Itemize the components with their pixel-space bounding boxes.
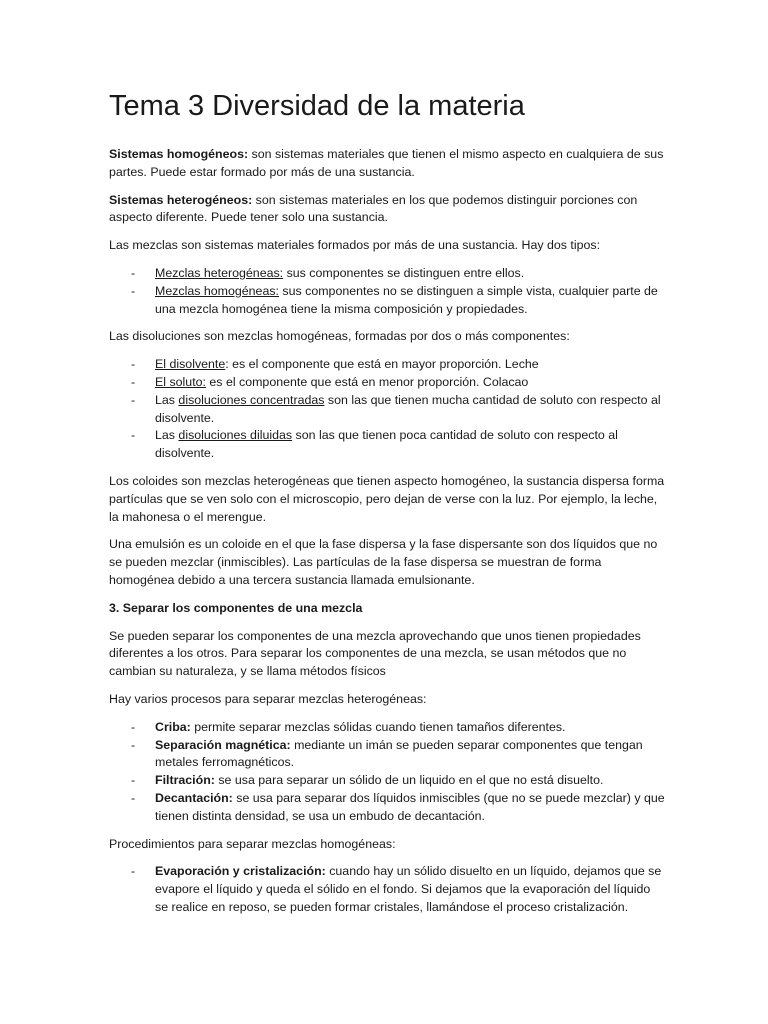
list-item	[109, 737, 665, 773]
paragraph-heterogeneas-intro: Hay varios procesos para separar mezclas heterogéneas:	[109, 691, 427, 706]
list-procesos-heterogeneas	[109, 719, 665, 826]
list-item	[109, 392, 665, 428]
item-text: : es el componente que está en mayor proporción. Leche	[225, 357, 539, 372]
dash-bullet: -	[131, 374, 136, 389]
paragraph-homogeneas-intro: Procedimientos para separar mezclas homogéneas:	[109, 836, 396, 851]
paragraph-separar-intro: Se pueden separar los componentes de una mezcla aprovechando que unos tienen propiedades diferentes a los otros. Para separar los componentes de una mezcla, se usan métodos que no cambian su naturaleza, y se llama métodos físicos	[109, 628, 641, 679]
item-text: se usa para separar un sólido de un liquido en el que no está disuelto.	[214, 773, 604, 788]
paragraph-text: son sistemas materiales en los que podemos distinguir porciones con aspecto diferente. Puede tener solo una sustancia.	[109, 192, 638, 225]
dash-bullet: -	[131, 719, 136, 734]
dash-bullet: -	[131, 864, 136, 879]
list-item	[109, 356, 665, 374]
list-item	[109, 374, 665, 392]
dash-bullet: -	[131, 392, 136, 407]
term-underlined: El disolvente	[155, 357, 226, 372]
term-bold: Sistemas heterogéneos:	[109, 192, 253, 207]
item-text: son las que tienen poca cantidad de soluto con respecto al disolvente.	[155, 428, 618, 461]
term-bold: Sistemas homogéneos:	[109, 147, 249, 161]
list-item	[109, 427, 665, 463]
list-item	[109, 772, 665, 790]
dash-bullet: -	[131, 357, 136, 372]
dash-bullet: -	[131, 283, 136, 298]
term-bold: Decantación:	[155, 790, 233, 805]
document-body	[109, 86, 665, 927]
paragraph-sistemas-heterogeneos	[109, 192, 665, 228]
item-prefix: Las	[155, 392, 179, 407]
paragraph-sistemas-homogeneos	[109, 146, 665, 182]
term-underlined: Mezclas heterogéneas:	[155, 265, 284, 280]
term-underlined: Mezclas homogéneas:	[155, 283, 279, 298]
list-disoluciones	[109, 356, 665, 463]
dash-bullet: -	[131, 773, 136, 788]
list-item	[109, 790, 665, 826]
item-text: son las que tienen mucha cantidad de soluto con respecto al disolvente.	[155, 392, 661, 425]
paragraph-mezclas-intro: Las mezclas son sistemas materiales formados por más de una sustancia. Hay dos tipos:	[109, 238, 601, 253]
term-bold: Separación magnética:	[155, 737, 291, 752]
paragraph-coloides: Los coloides son mezclas heterogéneas que tienen aspecto homogéneo, la sustancia dispersa forma partículas que se ven solo con el microscopio, pero dejan de verse con la luz. Por ejemplo, la leche, la mahonesa o el merengue.	[109, 473, 665, 524]
dash-bullet: -	[131, 790, 136, 805]
item-text: es el componente que está en menor proporción. Colacao	[205, 374, 529, 389]
term-bold: Criba:	[155, 719, 191, 734]
item-text: sus componentes se distinguen entre ellos.	[283, 265, 525, 280]
paragraph-emulsion: Una emulsión es un coloide en el que la fase dispersa y la fase dispersante son dos líquidos que no se pueden mezclar (inmiscibles). Las partículas de la fase dispersa se muestran de forma homogénea debido a una tercera sustancia llamada emulsionante.	[109, 537, 658, 587]
item-text: se usa para separar dos líquidos inmiscibles (que no se puede mezclar) y que tienen distinta densidad, se usa un embudo de decantación.	[155, 790, 665, 823]
term-bold: Filtración:	[155, 773, 215, 788]
section-heading: 3. Separar los componentes de una mezcla	[109, 600, 363, 615]
term-underlined: disoluciones diluidas	[178, 428, 293, 443]
dash-bullet: -	[131, 737, 136, 752]
item-text: mediante un imán se pueden separar componentes que tengan metales ferromagnéticos.	[155, 737, 643, 770]
item-text: sus componentes no se distinguen a simple vista, cualquier parte de una mezcla homogénea tiene la misma composición y propiedades.	[155, 283, 658, 316]
dash-bullet: -	[131, 428, 136, 443]
list-procedimientos-homogeneas	[109, 863, 665, 916]
paragraph-text: son sistemas materiales que tienen el mismo aspecto en cualquiera de sus partes. Puede estar formado por más de una sustancia.	[109, 147, 664, 179]
item-text: cuando hay un sólido disuelto en un líquido, dejamos que se evapore el líquido y queda el sólido en el fondo. Si dejamos que la evaporación del líquido se realice en reposo, se pueden formar cristales, llamándose el proceso cristalización.	[155, 864, 662, 914]
page-title: Tema 3 Diversidad de la materia	[109, 90, 525, 122]
paragraph-disoluciones-intro: Las disoluciones son mezclas homogéneas, formadas por dos o más componentes:	[109, 329, 570, 344]
list-mezclas	[109, 265, 665, 318]
term-bold: Evaporación y cristalización:	[155, 864, 326, 879]
term-underlined: El soluto:	[155, 374, 206, 389]
item-prefix: Las	[155, 428, 179, 443]
item-text: permite separar mezclas sólidas cuando tienen tamaños diferentes.	[190, 719, 566, 734]
list-item	[109, 863, 665, 916]
list-item	[109, 719, 665, 737]
dash-bullet: -	[131, 265, 136, 280]
list-item	[109, 265, 665, 283]
list-item	[109, 283, 665, 319]
term-underlined: disoluciones concentradas	[178, 392, 325, 407]
